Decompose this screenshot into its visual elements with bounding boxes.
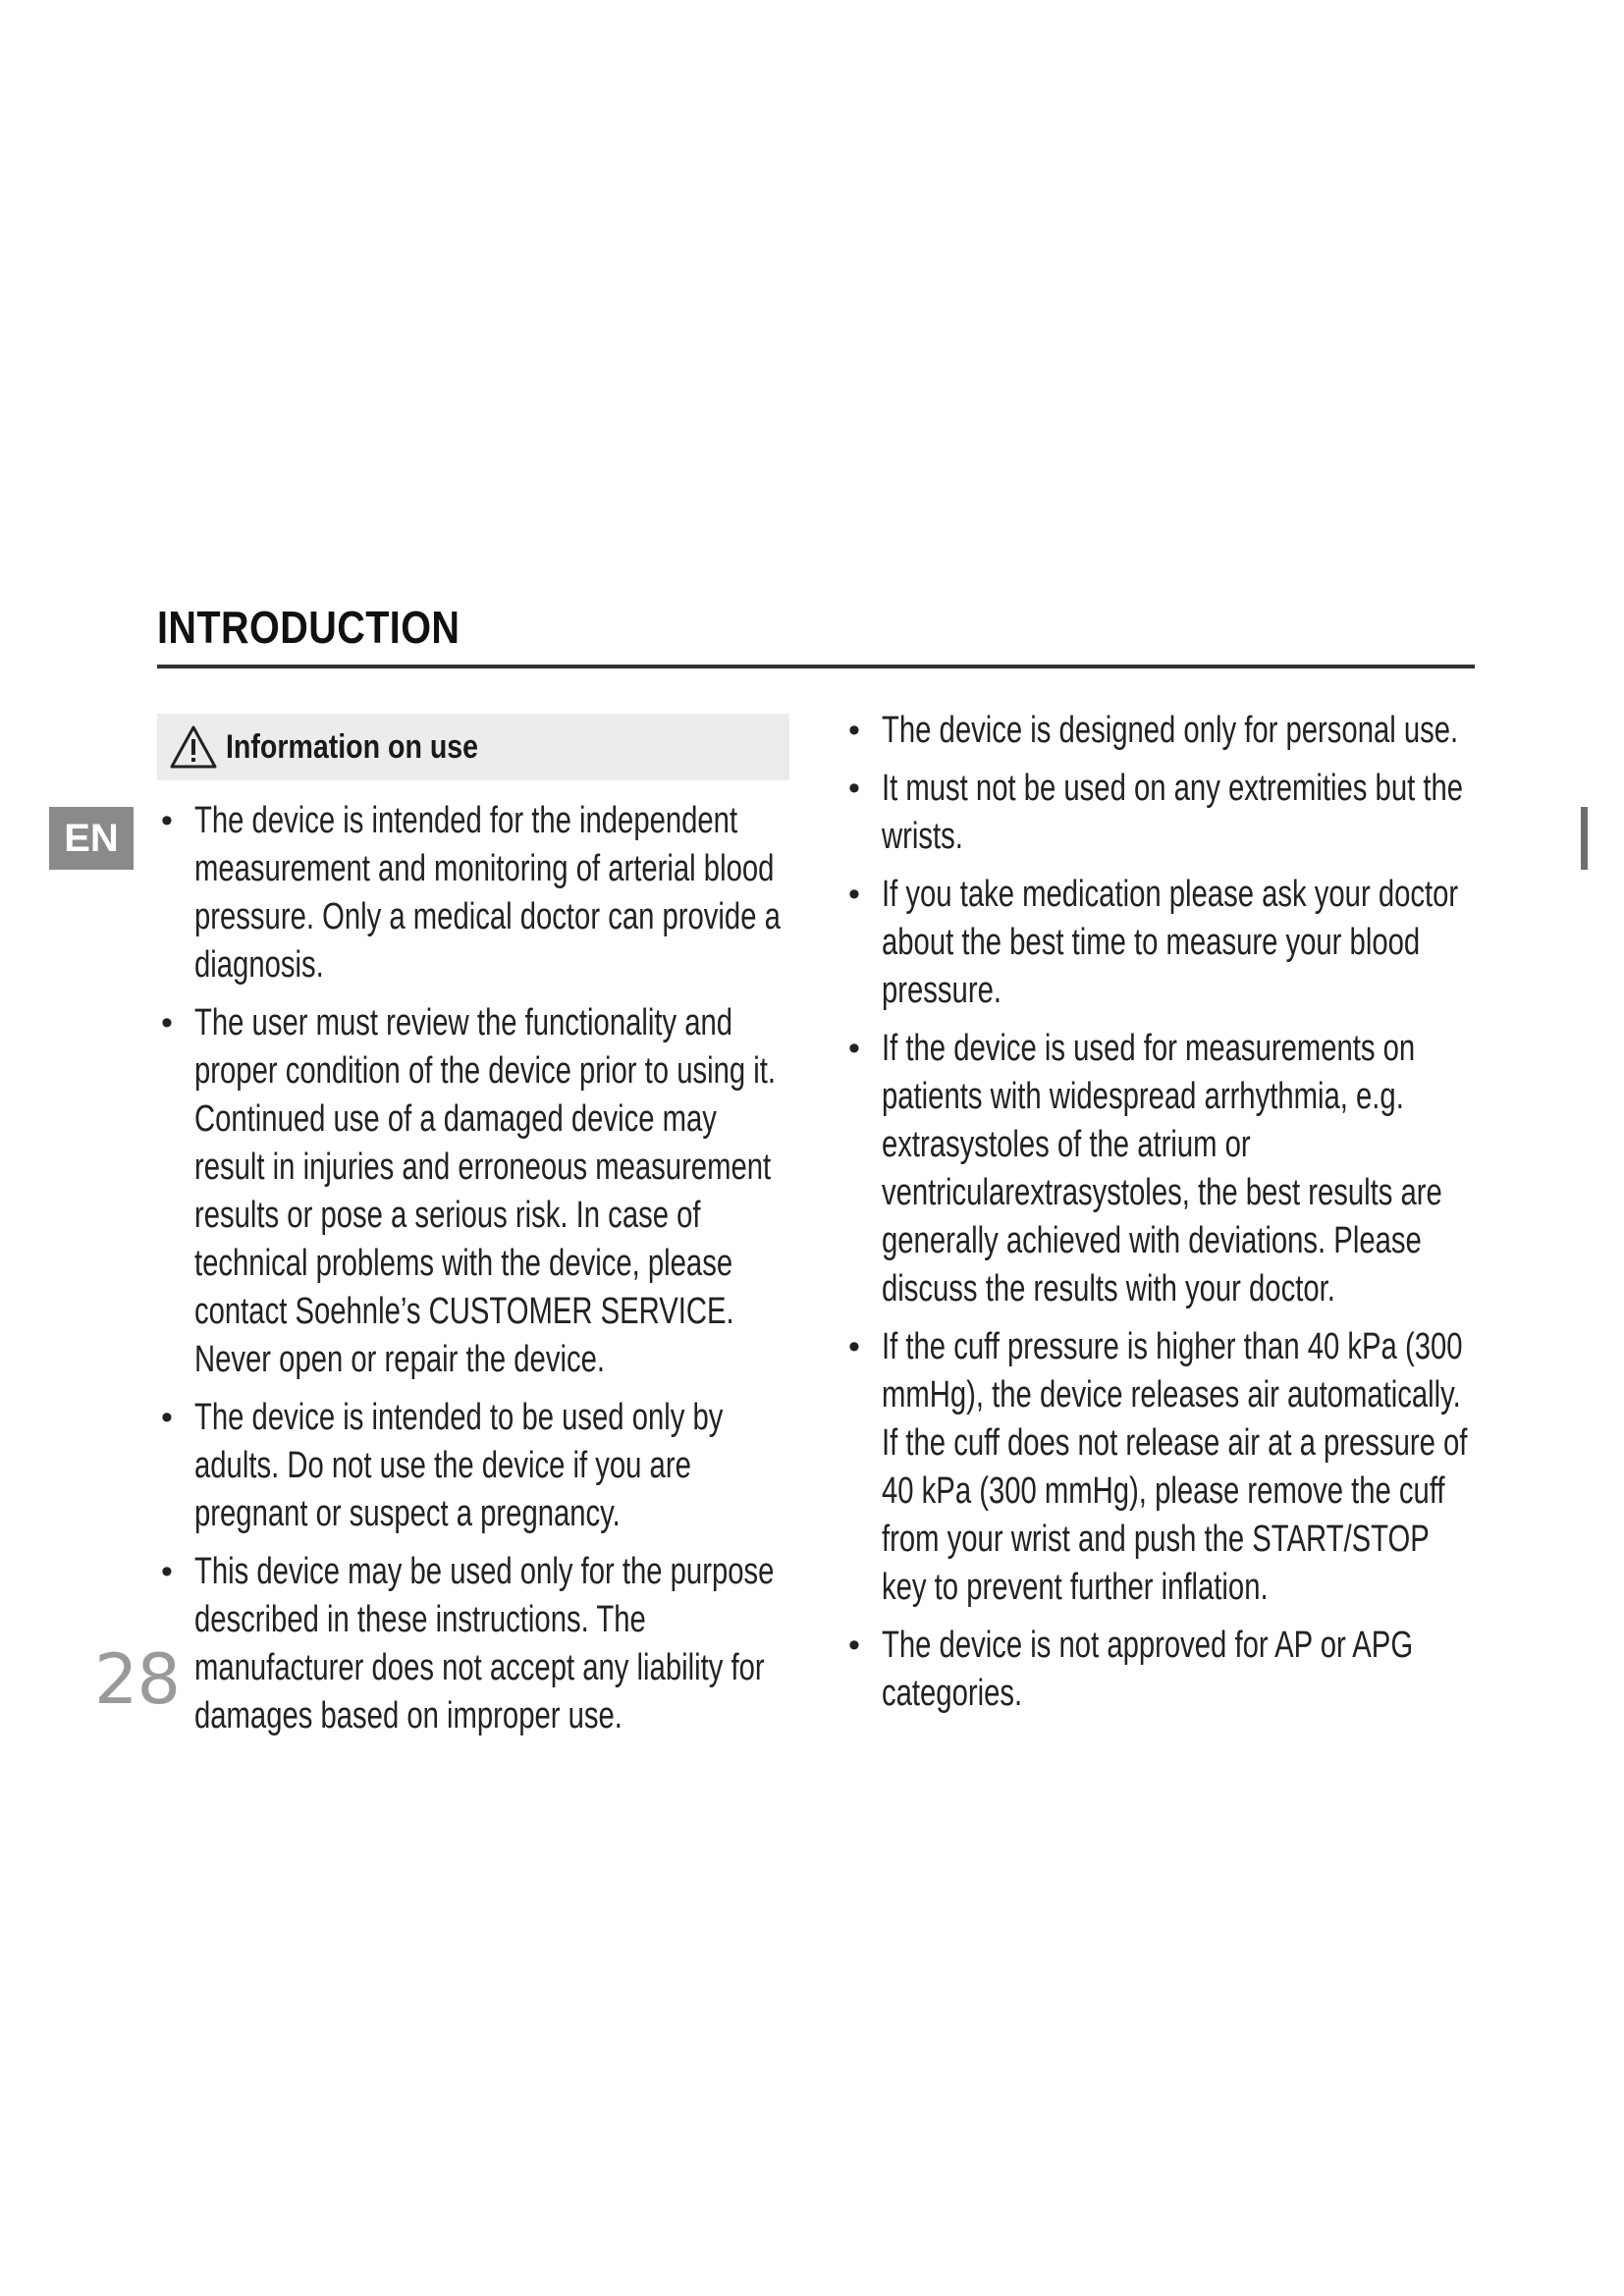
list-item-text: The device is intended for the independent measurement and monitoring of arterial blood pressure. Only a medical doctor can provide a diagnosis. xyxy=(194,800,781,986)
list-item-text: The device is not approved for AP or APG categories. xyxy=(882,1625,1414,1714)
left-bullet-list xyxy=(157,797,805,1750)
title-divider xyxy=(157,665,1475,668)
language-tab: EN xyxy=(49,807,134,870)
bullet-icon: • xyxy=(161,802,173,839)
bullet-icon: • xyxy=(161,1553,173,1590)
list-item xyxy=(844,1323,1492,1612)
bullet-icon: • xyxy=(848,712,860,749)
bullet-icon: • xyxy=(848,1328,860,1365)
list-item-text: If the cuff pressure is higher than 40 kPa (300 mmHg), the device releases air automatically. If the cuff does not release air at a pressure of 40 kPa (300 mmHg), please remove the cuff from your wrist and push the START/STOP key to prevent further inflation. xyxy=(882,1326,1468,1608)
list-item-text: It must not be used on any extremities but the wrists. xyxy=(882,768,1464,857)
list-item xyxy=(157,999,805,1384)
bullet-icon: • xyxy=(848,876,860,913)
list-item xyxy=(157,797,805,989)
bullet-icon: • xyxy=(848,1627,860,1664)
list-item xyxy=(844,1622,1492,1718)
list-item-text: The device is designed only for personal use. xyxy=(882,710,1459,751)
information-on-use-header xyxy=(157,714,789,780)
list-item xyxy=(844,765,1492,861)
list-item xyxy=(844,871,1492,1015)
list-item-text: If the device is used for measurements on patients with widespread arrhythmia, e.g. extrasystoles of the atrium or ventricularextrasystoles, the best results are generally achieved with deviations. Please discuss the results with your doctor. xyxy=(882,1028,1442,1309)
warning-triangle-icon xyxy=(169,724,218,770)
list-item-text: The device is intended to be used only by adults. Do not use the device if you are pregnant or suspect a pregnancy. xyxy=(194,1397,724,1534)
information-on-use-label: Information on use xyxy=(226,727,479,766)
bullet-icon: • xyxy=(161,1004,173,1041)
page-number: 28 xyxy=(94,1639,181,1720)
list-item-text: The user must review the functionality and proper condition of the device prior to using it. Continued use of a damaged device may result in injuries and erroneous measurement results or pose a serious risk. In case of technical problems with the device, please contact Soehnle’s CUSTOMER SERVICE. Never open or repair the device. xyxy=(194,1002,777,1380)
list-item-text: If you take medication please ask your doctor about the best time to measure your blood pressure. xyxy=(882,874,1459,1011)
bullet-icon: • xyxy=(848,1030,860,1067)
list-item-text: This device may be used only for the purpose described in these instructions. The manufacturer does not accept any liability for damages based on improper use. xyxy=(194,1551,775,1736)
list-item xyxy=(844,1025,1492,1313)
bullet-icon: • xyxy=(161,1399,173,1436)
list-item xyxy=(844,707,1492,755)
bullet-icon: • xyxy=(848,770,860,807)
section-title: INTRODUCTION xyxy=(157,602,460,653)
list-item xyxy=(157,1548,805,1740)
right-bullet-list xyxy=(844,707,1492,1728)
list-item xyxy=(157,1394,805,1538)
page-edge-marker xyxy=(1581,807,1588,870)
